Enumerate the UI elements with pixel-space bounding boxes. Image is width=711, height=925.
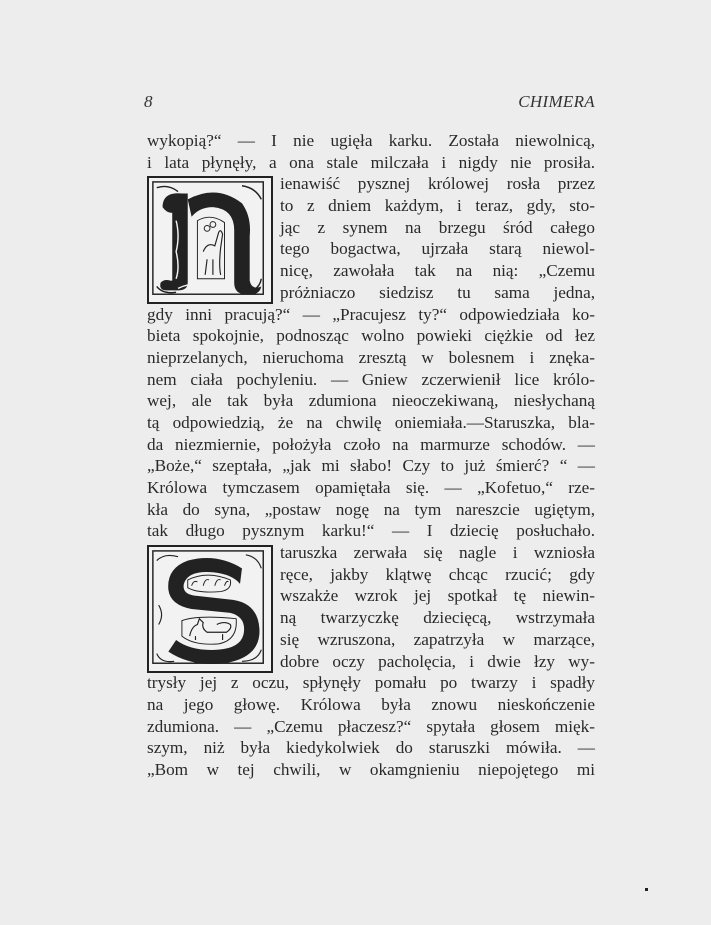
text-line: ną twarzyczkę dziecięcą, wstrzymała (280, 608, 595, 628)
text-line: zdumiona. — „Czemu płaczesz?“ spytała głosem mięk- (147, 716, 595, 736)
body-text (147, 130, 595, 781)
text-line: na jego głowę. Królowa była znowu nieskończenie (147, 694, 595, 714)
text-line: nem ciała pochyleniu. — Gniew zczerwienił lice królo- (147, 369, 595, 389)
paragraph-s (147, 542, 595, 781)
running-head (144, 90, 595, 116)
text-line: bieta spokojnie, podnosząc wolno powieki ciężkie od łez (147, 326, 595, 346)
text-line: tą odpowiedzią, że na chwilę oniemiała.—Staruszka, bla- (147, 412, 595, 432)
text-line: kła do syna, „postaw nogę na tym nareszcie ugiętym, (147, 499, 595, 519)
paragraph-opening (147, 130, 595, 173)
text-line: dobre oczy pacholęcia, i dwie łzy wy- (280, 651, 595, 671)
text-line: nieprzelanych, nieruchoma zresztą w bolesnem i znęka- (147, 347, 595, 367)
text-line: jąc z synem na brzegu śród całego (280, 217, 595, 237)
page-number: 8 (144, 92, 153, 111)
text-line: gdy inni pracują?“ — „Pracujesz ty?“ odpowiedziała ko- (147, 304, 595, 324)
paragraph-n (147, 173, 595, 542)
text-line: ręce, jakby klątwę chcąc rzucić; gdy (280, 564, 595, 584)
text-line: próżniaczo siedzisz tu sama jedna, (280, 282, 595, 302)
text-line: to z dniem każdym, i teraz, gdy, sto- (280, 196, 595, 216)
text-line: wej, ale tak była zdumiona nieoczekiwaną, niesłychaną (147, 391, 595, 411)
text-line: wszakże wzrok jej spotkał tę niewin- (280, 586, 595, 606)
running-title: CHIMERA (518, 92, 595, 111)
initial-s-icon (149, 547, 271, 671)
text-line: da niezmiernie, położyła czoło na marmurze schodów. — (147, 434, 595, 454)
book-page (144, 90, 595, 781)
text-line: się wzruszona, zapatrzyła w marzące, (280, 629, 595, 649)
text-line: szym, niż była kiedykolwiek do staruszki mówiła. — (147, 738, 595, 758)
text-line: tak długo pysznym karku!“ — I dziecię posłuchało. (147, 521, 595, 541)
text-line: ienawiść pysznej królowej rosła przez (280, 174, 595, 194)
initial-n-icon (149, 178, 271, 302)
text-line: taruszka zerwała się nagle i wzniosła (280, 543, 595, 563)
text-line: tego bogactwa, ujrzała starą niewol- (280, 239, 595, 259)
text-line: i lata płynęły, a ona stale milczała i nigdy nie prosiła. (147, 152, 595, 172)
text-line: trysły jej z oczu, spłynęły pomału po twarzy i spadły (147, 673, 595, 693)
text-line: nicę, zawołała tak na nią: „Czemu (280, 261, 595, 281)
ink-speck (645, 888, 648, 891)
text-line: „Boże,“ szeptała, „jak mi słabo! Czy to już śmierć? “ — (147, 456, 595, 476)
text-line: Królowa tymczasem opamiętała się. — „Kofetuo,“ rze- (147, 478, 595, 497)
illuminated-initial-n (147, 176, 273, 304)
illuminated-initial-s (147, 545, 273, 673)
text-line: wykopią?“ — I nie ugięła karku. Została niewolnicą, (147, 131, 595, 150)
text-line: „Bom w tej chwili, w okamgnieniu niepojętego mi (147, 759, 595, 779)
